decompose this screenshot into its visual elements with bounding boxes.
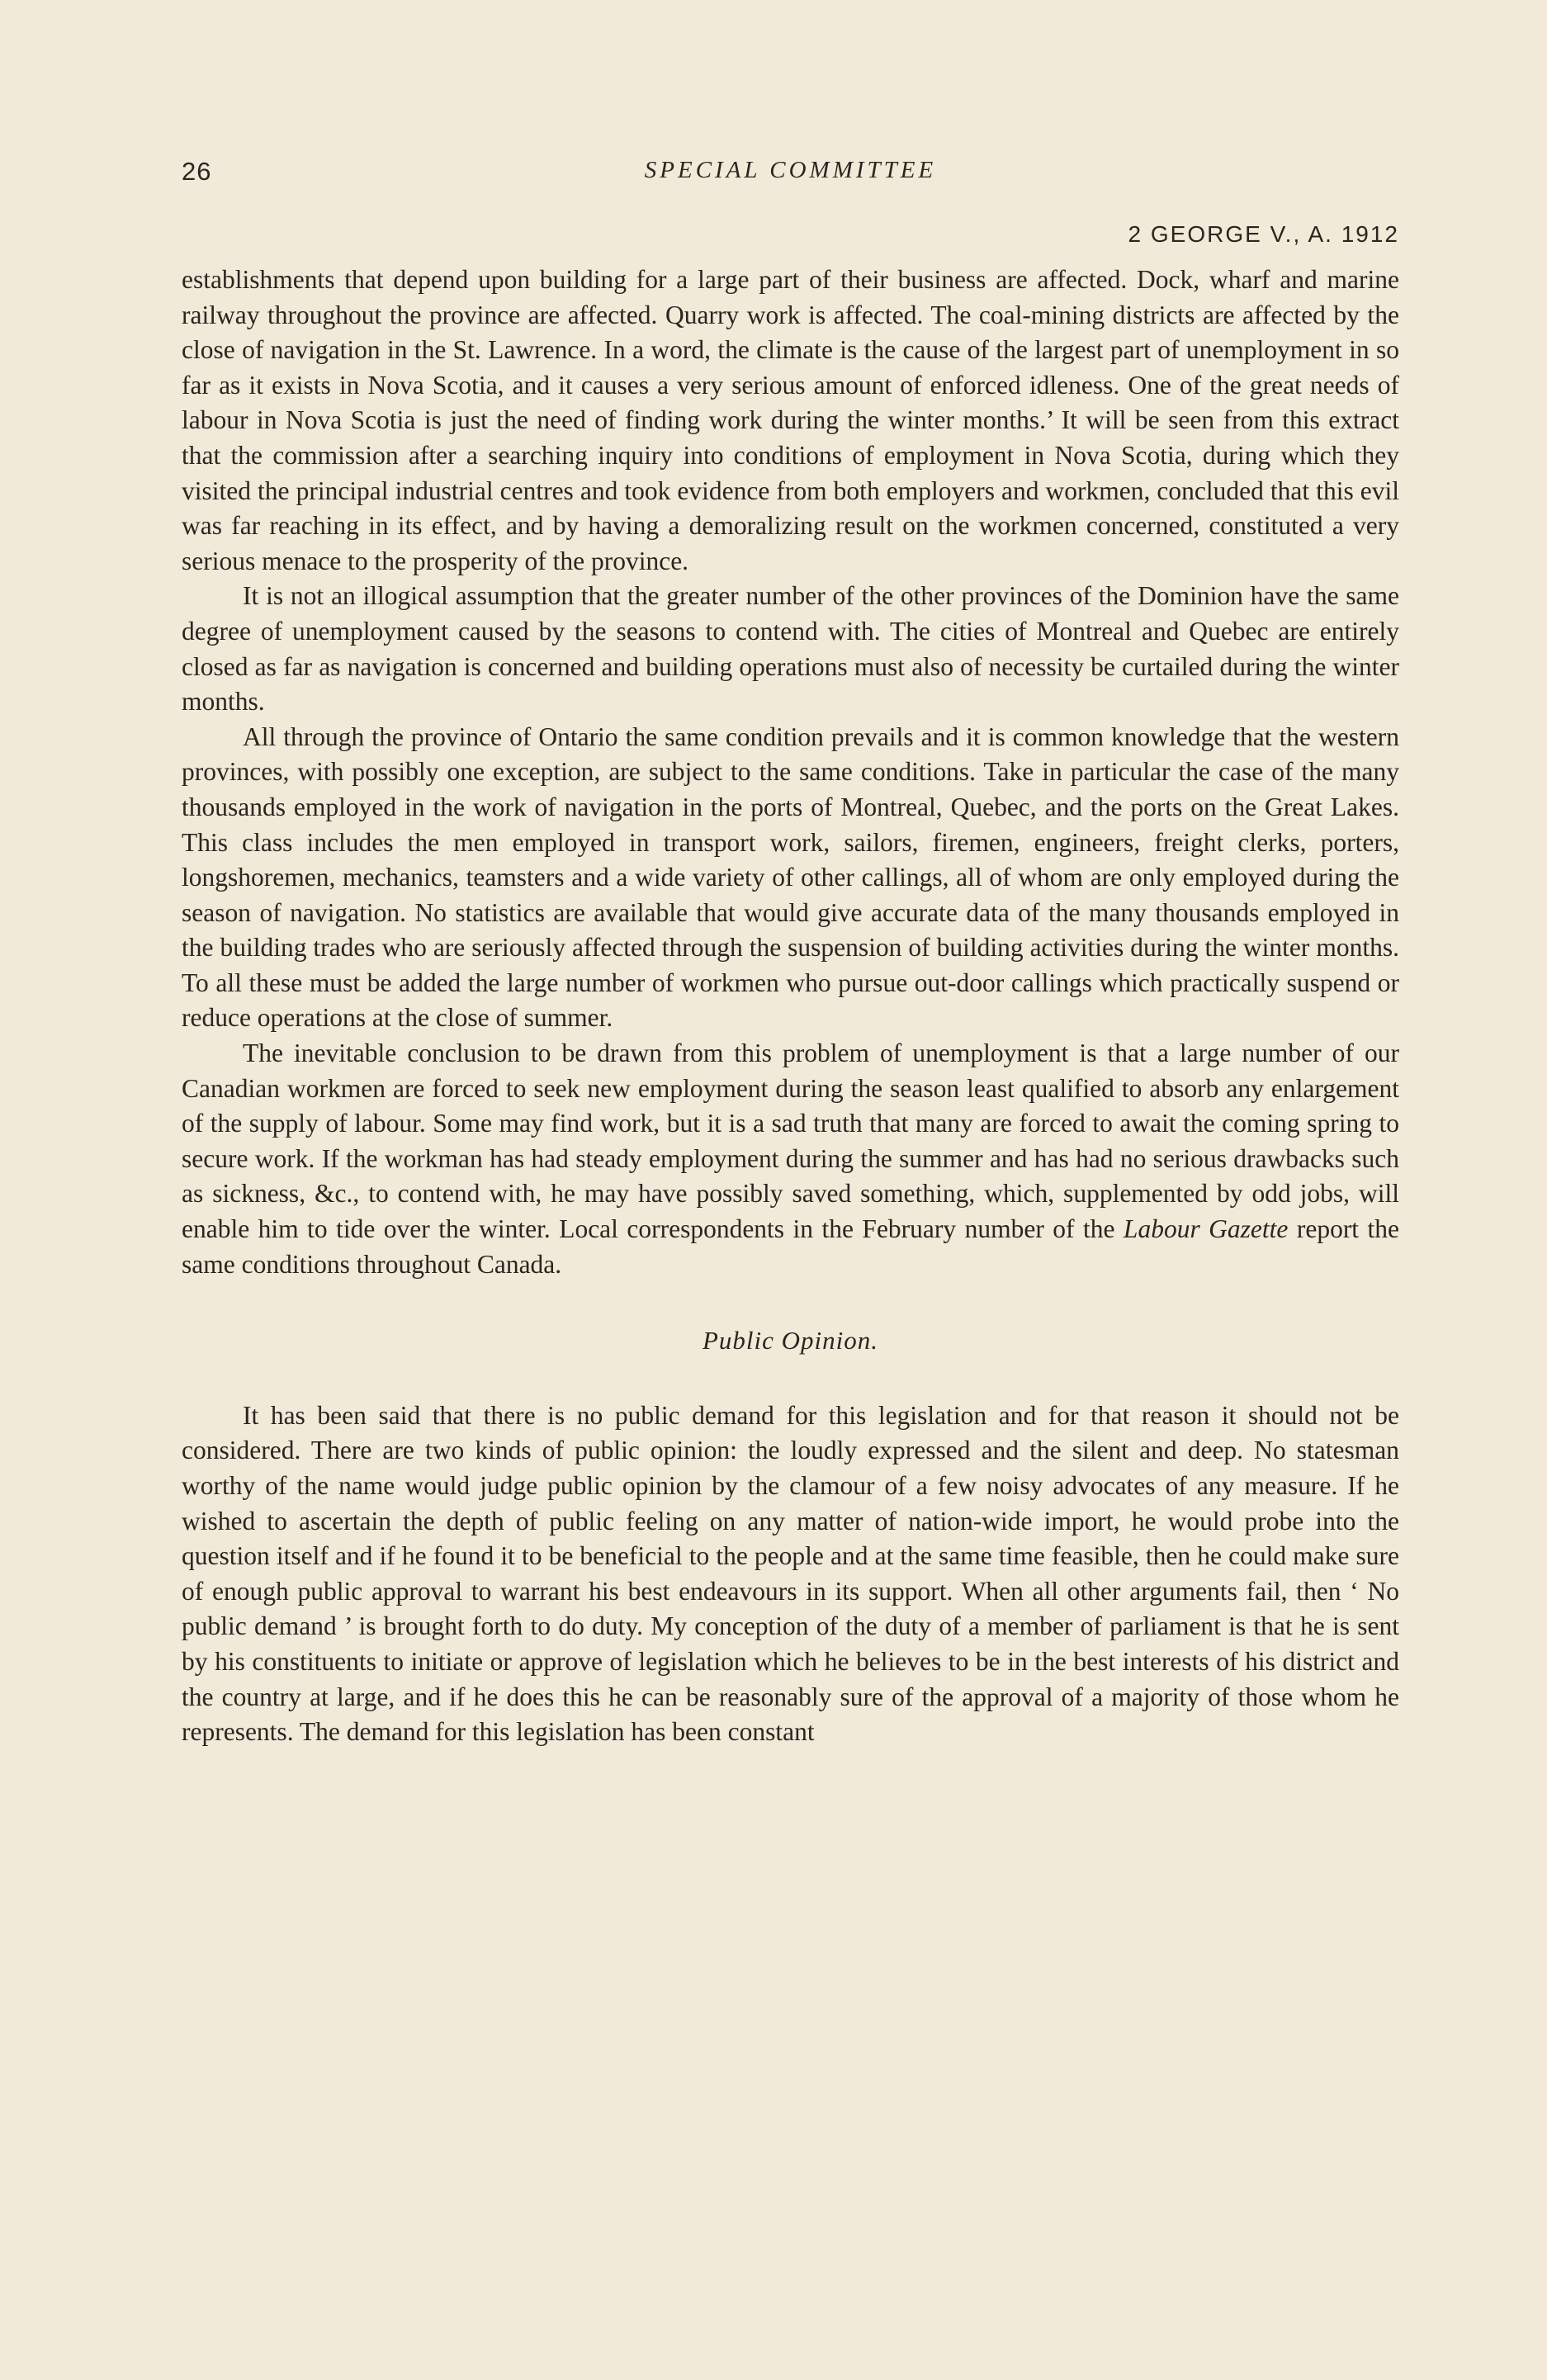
session-reference: 2 GEORGE V., A. 1912 [1128, 221, 1399, 247]
page-number: 26 [182, 157, 212, 186]
paragraph-conclusion [182, 1036, 1399, 1282]
paragraph-provinces: It is not an illogical assumption that the greater number of the other provinces of the Dominion have the same degree of unemployment caused by the seasons to contend with. The cities of Montreal and Quebec are entirely closed as far as navigation is concerned and building operations must also of necessity be curtailed during the winter months. [182, 581, 1399, 717]
body-text [182, 263, 1399, 1750]
section-heading: Public Opinion. [702, 1326, 879, 1356]
page-header [182, 157, 1399, 247]
running-title: SPECIAL COMMITTEE [644, 157, 937, 183]
paragraph-ontario: All through the province of Ontario the same condition prevails and it is common knowledge that the western provinces, with possibly one exception, are subject to the same conditions. Take in particular the case of the many thousands employed in the work of navigation in the ports of Montreal, Quebec, and the ports on the Great Lakes. This class includes the men employed in transport work, sailors, firemen, engineers, freight clerks, porters, longshoremen, mechanics, teamsters and a wide variety of other callings, all of whom are only employed during the season of navigation. No statistics are available that would give accurate data of the many thousands employed in the building trades who are seriously affected through the suspension of building activities during the winter months. To all these must be added the large number of workmen who pursue out-door callings which practically suspend or reduce operations at the close of summer. [182, 722, 1399, 1033]
paragraph-public-opinion: It has been said that there is no public demand for this legislation and for that reason it should not be considered. There are two kinds of public opinion: the loudly expressed and the silent and deep. No statesman worthy of the name would judge public opinion by the clamour of a few noisy advocates of any measure. If he wished to ascertain the depth of public feeling on any matter of nation-wide import, he would probe into the question itself and if he found it to be beneficial to the people and at the same time feasible, then he could make sure of enough public approval to warrant his best endeavours in its support. When all other arguments fail, then ‘ No public demand ’ is brought forth to do duty. My conception of the duty of a member of parliament is that he is sent by his constituents to initiate or approve of legislation which he believes to be in the best interests of his district and the country at large, and if he does this he can be reasonably sure of the approval of a majority of those whom he represents. The demand for this legislation has been constant [182, 1400, 1399, 1747]
paragraph-conclusion-end: report the same conditions throughout Canada. [182, 1214, 1400, 1279]
publication-title: Labour Gazette [1123, 1214, 1289, 1244]
paragraph-conclusion-text: The inevitable conclusion to be drawn from this problem of unemployment is that a large number of our Canadian workmen are forced to seek new employment during the season least qualified to absorb any enlargement of the supply of labour. Some may find work, but it is a sad truth that many are forced to await the coming spring to secure work. If the workman has had steady employment during the summer and has had no serious drawbacks such as sickness, &c., to contend with, he may have possibly saved something, which, supplemented by odd jobs, will enable him to tide over the winter. Local correspondents in the February number of the [182, 1039, 1399, 1244]
paragraph-continuation: establishments that depend upon building for a large part of their business are affected. Dock, wharf and marine railway throughout the province are affected. Quarry work is affected. The coal-mining districts are affected by the close of navigation in the St. Lawrence. In a word, the climate is the cause of the largest part of unemployment in so far as it exists in Nova Scotia, and it causes a very serious amount of enforced idleness. One of the great needs of labour in Nova Scotia is just the need of finding work during the winter months.’ It will be seen from this extract that the commission after a searching inquiry into conditions of employment in Nova Scotia, during which they visited the principal industrial centres and took evidence from both employers and workmen, concluded that this evil was far reaching in its effect, and by having a demoralizing result on the workmen concerned, constituted a very serious menace to the prosperity of the province. [182, 265, 1399, 575]
